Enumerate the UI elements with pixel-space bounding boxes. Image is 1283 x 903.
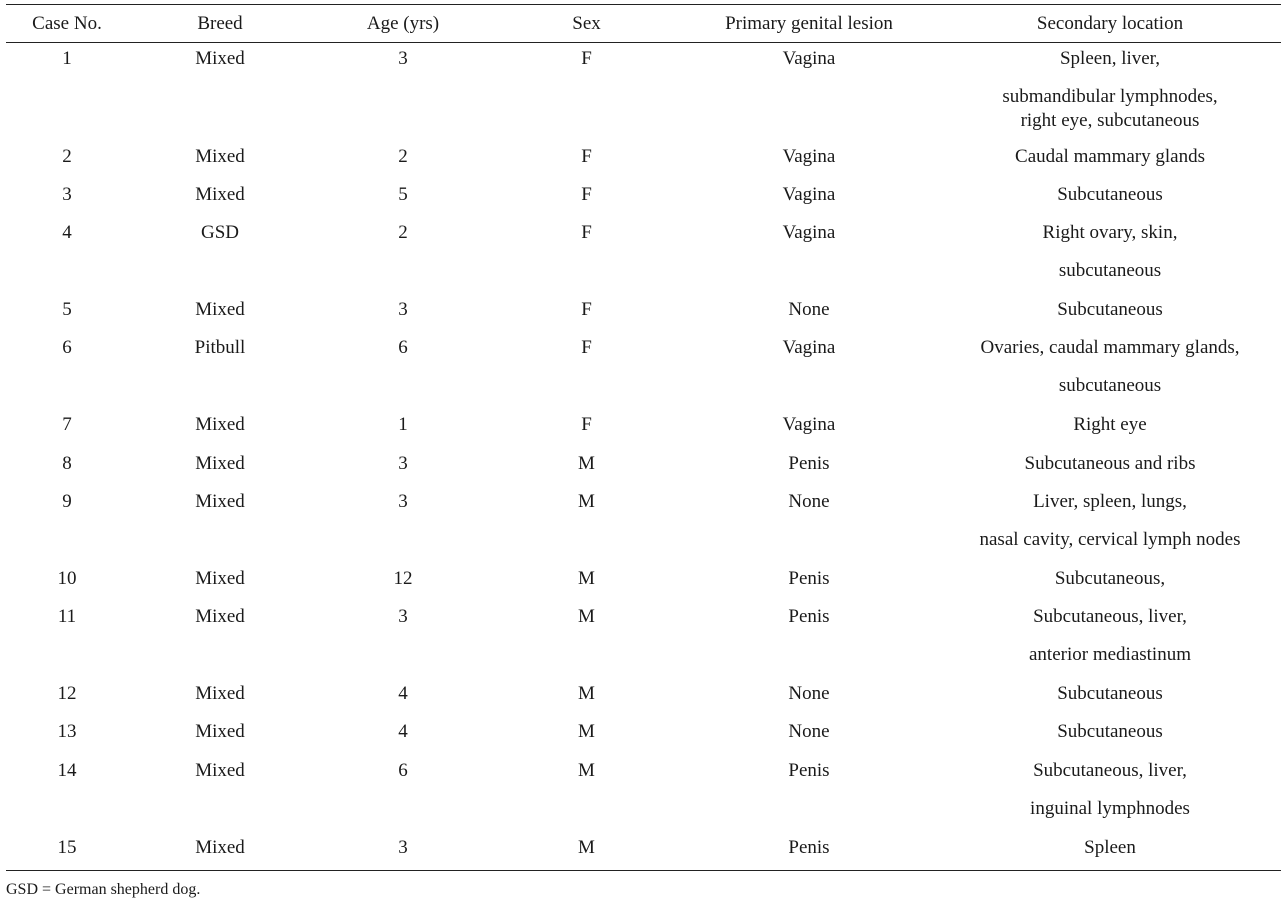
table-body — [6, 43, 1281, 871]
cell-case-no — [6, 486, 128, 563]
table-header-row — [6, 5, 1281, 43]
cell-breed-text: Mixed — [195, 452, 245, 474]
cell-case-no-text: 12 — [57, 683, 77, 705]
cell-sex — [494, 294, 679, 332]
secondary-location-line: Spleen — [1084, 836, 1136, 858]
cell-case-no — [6, 755, 128, 832]
cell-breed — [128, 332, 312, 409]
cell-sex-text: F — [581, 222, 592, 244]
cell-sex — [494, 716, 679, 754]
cell-breed — [128, 409, 312, 447]
cell-case-no — [6, 179, 128, 217]
secondary-location-line: Subcutaneous — [1057, 299, 1163, 321]
secondary-location-line: Caudal mammary glands — [1015, 145, 1205, 167]
cell-primary-lesion-text: Vagina — [782, 145, 836, 167]
cell-sex-text: F — [581, 337, 592, 359]
secondary-location-line: Right eye — [1073, 414, 1147, 436]
table-row — [6, 716, 1281, 754]
cell-breed-text: Mixed — [195, 567, 245, 589]
header-breed: Breed — [128, 5, 312, 43]
cell-secondary-location — [939, 409, 1281, 447]
cell-sex — [494, 601, 679, 678]
cell-secondary-location — [939, 141, 1281, 179]
header-sex: Sex — [494, 5, 679, 43]
cell-breed — [128, 678, 312, 716]
table-row — [6, 486, 1281, 563]
table-row — [6, 448, 1281, 486]
cell-sex-text: F — [581, 183, 592, 205]
cell-case-no-text: 15 — [57, 836, 77, 858]
cell-case-no — [6, 716, 128, 754]
cell-case-no-text: 11 — [57, 606, 77, 628]
cell-secondary-location — [939, 332, 1281, 409]
cell-primary-lesion — [679, 141, 939, 179]
table-row — [6, 678, 1281, 716]
cell-secondary-location — [939, 448, 1281, 486]
cell-primary-lesion — [679, 448, 939, 486]
secondary-location-line: Subcutaneous, liver, — [1033, 606, 1187, 628]
cell-breed-text: Mixed — [195, 48, 245, 69]
cell-sex-text: F — [581, 48, 592, 69]
cell-primary-lesion-text: None — [788, 721, 830, 743]
cell-breed — [128, 294, 312, 332]
cell-sex-text: M — [578, 606, 595, 628]
cell-case-no-text: 8 — [62, 452, 72, 474]
cell-secondary-location — [939, 678, 1281, 716]
table-row — [6, 755, 1281, 832]
cell-sex — [494, 217, 679, 294]
secondary-location-line: Liver, spleen, lungs, — [1033, 491, 1187, 513]
cell-age — [312, 294, 494, 332]
cell-sex-text: M — [578, 567, 595, 589]
cell-breed-text: Mixed — [195, 606, 245, 628]
cell-sex-text: M — [578, 491, 595, 513]
cell-breed — [128, 563, 312, 601]
cell-age — [312, 217, 494, 294]
cell-sex — [494, 563, 679, 601]
cell-breed — [128, 217, 312, 294]
data-table — [6, 4, 1281, 871]
header-secondary-location: Secondary location — [939, 5, 1281, 43]
cell-breed — [128, 179, 312, 217]
table-row — [6, 409, 1281, 447]
cell-sex — [494, 43, 679, 141]
secondary-location-line: Subcutaneous, — [1054, 567, 1166, 589]
secondary-location-line: Subcutaneous, liver, — [1033, 759, 1187, 781]
cell-primary-lesion-text: None — [788, 299, 830, 321]
cell-primary-lesion-text: Penis — [788, 836, 830, 858]
cell-age — [312, 563, 494, 601]
cell-case-no-text: 9 — [62, 491, 72, 513]
cell-secondary-location — [939, 179, 1281, 217]
cell-secondary-location — [939, 832, 1281, 870]
cell-breed-text: Mixed — [195, 183, 245, 205]
cell-breed-text: Mixed — [195, 759, 245, 781]
cell-case-no — [6, 43, 128, 141]
cell-age-text: 3 — [398, 606, 408, 628]
cell-age — [312, 755, 494, 832]
cell-case-no-text: 6 — [62, 337, 72, 359]
cell-breed-text: Mixed — [195, 836, 245, 858]
cell-primary-lesion-text: None — [788, 491, 830, 513]
cell-primary-lesion — [679, 409, 939, 447]
cell-secondary-location — [939, 43, 1281, 141]
table-row — [6, 217, 1281, 294]
cell-primary-lesion — [679, 486, 939, 563]
secondary-location-line: Subcutaneous — [1057, 721, 1163, 743]
cell-primary-lesion-text: Vagina — [782, 414, 836, 436]
cell-primary-lesion-text: None — [788, 683, 830, 705]
header-age: Age (yrs) — [312, 5, 494, 43]
cell-primary-lesion — [679, 563, 939, 601]
cell-sex-text: M — [578, 836, 595, 858]
cell-secondary-location — [939, 486, 1281, 563]
cell-sex — [494, 332, 679, 409]
cell-primary-lesion — [679, 294, 939, 332]
cell-case-no-text: 3 — [62, 183, 72, 205]
cell-case-no — [6, 678, 128, 716]
secondary-location-line: anterior mediastinum — [1029, 644, 1191, 666]
secondary-location-line: Subcutaneous and ribs — [1024, 452, 1196, 474]
cell-breed-text: GSD — [200, 222, 239, 244]
cell-breed-text: Mixed — [195, 145, 245, 167]
cell-primary-lesion — [679, 832, 939, 870]
cell-primary-lesion — [679, 755, 939, 832]
secondary-location-line: Subcutaneous — [1057, 683, 1163, 705]
cell-sex — [494, 832, 679, 870]
cell-case-no-text: 1 — [62, 48, 72, 69]
cell-primary-lesion — [679, 179, 939, 217]
cell-age-text: 3 — [398, 48, 408, 69]
cell-age-text: 2 — [398, 145, 408, 167]
cell-secondary-location — [939, 755, 1281, 832]
cell-primary-lesion — [679, 217, 939, 294]
secondary-location-line: nasal cavity, cervical lymph nodes — [979, 529, 1241, 551]
cell-sex-text: F — [581, 299, 592, 321]
cell-primary-lesion — [679, 716, 939, 754]
table-row — [6, 563, 1281, 601]
secondary-location-line: Subcutaneous — [1057, 183, 1163, 205]
table-row — [6, 43, 1281, 141]
secondary-location-line: Ovaries, caudal mammary glands, — [980, 337, 1240, 359]
cell-primary-lesion — [679, 678, 939, 716]
secondary-location-line: subcutaneous — [1058, 375, 1162, 397]
cell-age-text: 1 — [398, 414, 408, 436]
cell-case-no-text: 14 — [57, 759, 77, 781]
cell-sex — [494, 448, 679, 486]
cell-sex — [494, 755, 679, 832]
cell-age — [312, 716, 494, 754]
cell-case-no — [6, 601, 128, 678]
cell-age — [312, 832, 494, 870]
cell-age — [312, 141, 494, 179]
cell-sex — [494, 486, 679, 563]
secondary-location-line: Spleen, liver, — [1059, 48, 1161, 69]
cell-sex-text: M — [578, 452, 595, 474]
table-row — [6, 294, 1281, 332]
cell-age-text: 4 — [398, 683, 408, 705]
table-row — [6, 332, 1281, 409]
cell-breed — [128, 755, 312, 832]
cell-breed-text: Pitbull — [194, 337, 246, 359]
table-row — [6, 601, 1281, 678]
cell-breed — [128, 716, 312, 754]
table-row — [6, 832, 1281, 870]
cell-sex — [494, 179, 679, 217]
cell-age-text: 4 — [398, 721, 408, 743]
cell-age-text: 6 — [398, 337, 408, 359]
cell-age — [312, 332, 494, 409]
cell-secondary-location — [939, 294, 1281, 332]
cell-age-text: 3 — [398, 491, 408, 513]
cell-age-text: 2 — [398, 222, 408, 244]
cell-age — [312, 601, 494, 678]
cell-secondary-location — [939, 601, 1281, 678]
cell-primary-lesion-text: Vagina — [782, 222, 836, 244]
secondary-location-line: submandibular lymphnodes, — [1002, 86, 1218, 107]
cell-sex-text: M — [578, 721, 595, 743]
cell-sex — [494, 141, 679, 179]
cell-age-text: 12 — [393, 567, 413, 589]
cell-case-no-text: 10 — [57, 567, 77, 589]
cell-breed — [128, 601, 312, 678]
cell-sex — [494, 409, 679, 447]
cell-age — [312, 43, 494, 141]
cell-case-no — [6, 448, 128, 486]
cell-sex — [494, 678, 679, 716]
cell-case-no — [6, 217, 128, 294]
cell-primary-lesion — [679, 332, 939, 409]
cell-sex-text: M — [578, 683, 595, 705]
cell-age — [312, 409, 494, 447]
cell-breed-text: Mixed — [195, 721, 245, 743]
cell-primary-lesion-text: Penis — [788, 567, 830, 589]
cell-age — [312, 678, 494, 716]
cell-case-no — [6, 832, 128, 870]
cell-case-no — [6, 332, 128, 409]
cell-age-text: 3 — [398, 836, 408, 858]
secondary-location-line: subcutaneous — [1058, 260, 1162, 282]
secondary-location-line: Right ovary, skin, — [1042, 222, 1178, 244]
cell-breed-text: Mixed — [195, 299, 245, 321]
cell-breed — [128, 486, 312, 563]
cell-sex-text: M — [578, 759, 595, 781]
cell-primary-lesion — [679, 43, 939, 141]
cell-breed-text: Mixed — [195, 491, 245, 513]
secondary-location-line: inguinal lymphnodes — [1030, 797, 1190, 819]
cell-breed-text: Mixed — [195, 683, 245, 705]
cell-case-no-text: 5 — [62, 299, 72, 321]
cell-age-text: 3 — [398, 299, 408, 321]
cell-primary-lesion — [679, 601, 939, 678]
table-row — [6, 179, 1281, 217]
cell-breed-text: Mixed — [195, 414, 245, 436]
cell-age — [312, 448, 494, 486]
cell-case-no-text: 13 — [57, 721, 77, 743]
cell-case-no — [6, 409, 128, 447]
cell-sex-text: F — [581, 145, 592, 167]
cell-case-no — [6, 563, 128, 601]
cell-age-text: 3 — [398, 452, 408, 474]
cell-secondary-location — [939, 716, 1281, 754]
secondary-location-line: right eye, subcutaneous — [1020, 110, 1200, 131]
cell-primary-lesion-text: Vagina — [782, 183, 836, 205]
cell-case-no — [6, 141, 128, 179]
cell-primary-lesion-text: Vagina — [782, 48, 836, 69]
cell-case-no — [6, 294, 128, 332]
cell-secondary-location — [939, 563, 1281, 601]
header-case-no: Case No. — [6, 5, 128, 43]
cell-breed — [128, 448, 312, 486]
cell-case-no-text: 2 — [62, 145, 72, 167]
cell-breed — [128, 832, 312, 870]
cell-breed — [128, 43, 312, 141]
header-primary-lesion: Primary genital lesion — [679, 5, 939, 43]
cell-age — [312, 179, 494, 217]
cell-secondary-location — [939, 217, 1281, 294]
table-footnote: GSD = German shepherd dog. — [6, 881, 201, 898]
table-row — [6, 141, 1281, 179]
cell-age — [312, 486, 494, 563]
cell-breed — [128, 141, 312, 179]
cell-age-text: 5 — [398, 183, 408, 205]
cell-primary-lesion-text: Vagina — [782, 337, 836, 359]
cell-case-no-text: 7 — [62, 414, 72, 436]
cell-age-text: 6 — [398, 759, 408, 781]
cell-primary-lesion-text: Penis — [788, 759, 830, 781]
cell-primary-lesion-text: Penis — [788, 452, 830, 474]
cell-case-no-text: 4 — [62, 222, 72, 244]
cell-primary-lesion-text: Penis — [788, 606, 830, 628]
cell-sex-text: F — [581, 414, 592, 436]
